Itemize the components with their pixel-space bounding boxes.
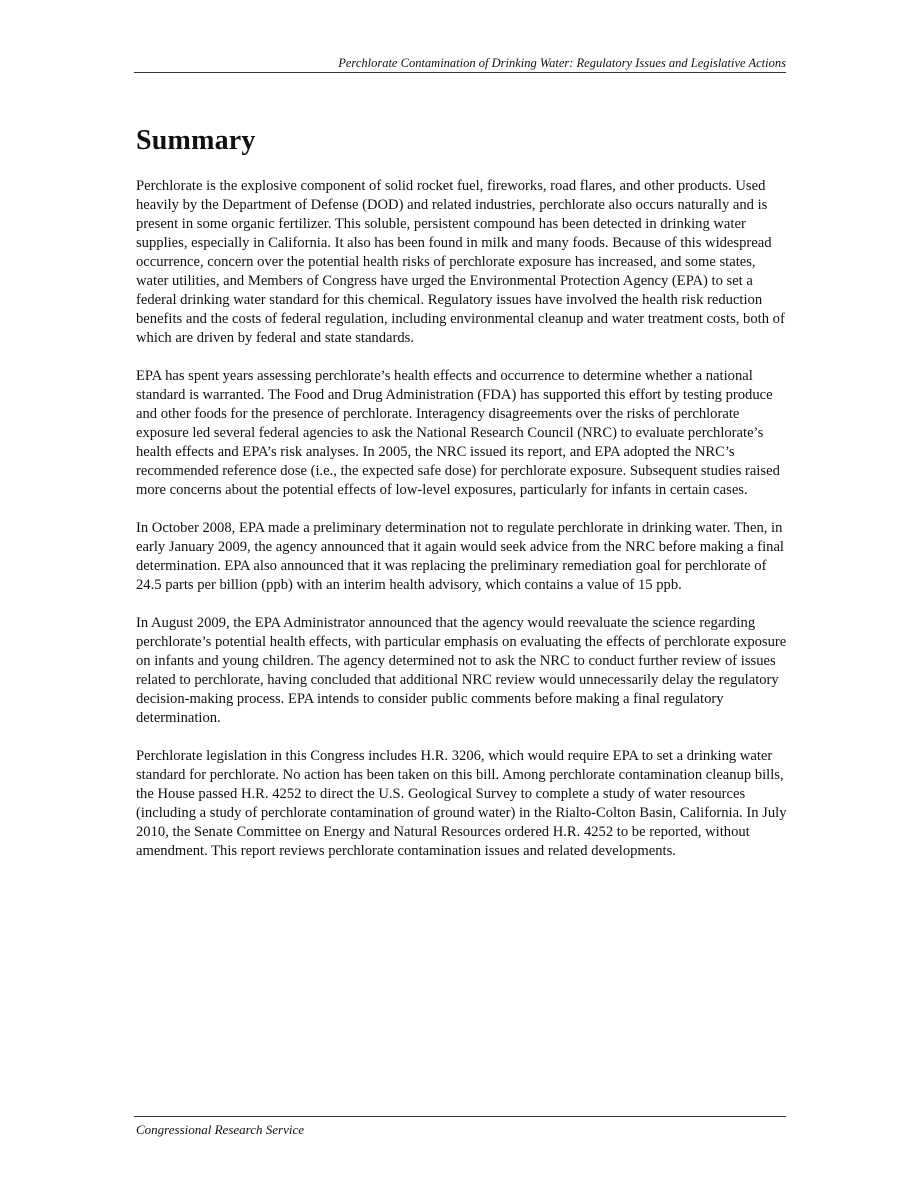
section-heading: Summary: [136, 125, 256, 156]
summary-paragraph-1: Perchlorate is the explosive component of solid rocket fuel, fireworks, road flares, and other products. Used heavily by the Department of Defense (DOD) and related industries, perchlorate also occurs naturally and is present in some organic fertilizer. This soluble, persistent compound has been detected in drinking water supplies, especially in California. It also has been found in milk and many foods. Because of this widespread occurrence, concern over the potential health risks of perchlorate exposure has increased, and some states, water utilities, and Members of Congress have urged the Environmental Protection Agency (EPA) to set a federal drinking water standard for this chemical. Regulatory issues have involved the health risk reduction benefits and the costs of federal regulation, including environmental cleanup and water treatment costs, both of which are driven by federal and state standards.: [136, 178, 785, 346]
summary-paragraph-3: In October 2008, EPA made a preliminary determination not to regulate perchlorate in drinking water. Then, in early January 2009, the agency announced that it again would seek advice from the NRC before making a final determination. EPA also announced that it was replacing the preliminary remediation goal for perchlorate of 24.5 parts per billion (ppb) with an interim health advisory, which contains a value of 15 ppb.: [136, 520, 784, 593]
summary-body: [136, 177, 788, 880]
footer-divider: [134, 1116, 786, 1117]
running-header-title: Perchlorate Contamination of Drinking Water: Regulatory Issues and Legislative Actions: [338, 56, 786, 70]
summary-paragraph-5: Perchlorate legislation in this Congress includes H.R. 3206, which would require EPA to set a drinking water standard for perchlorate. No action has been taken on this bill. Among perchlorate contamination cleanup bills, the House passed H.R. 4252 to direct the U.S. Geological Survey to complete a study of water resources (including a study of perchlorate contamination of ground water) in the Rialto-Colton Basin, California. In July 2010, the Senate Committee on Energy and Natural Resources ordered H.R. 4252 to be reported, without amendment. This report reviews perchlorate contamination issues and related developments.: [136, 748, 787, 859]
footer-source: Congressional Research Service: [136, 1122, 304, 1137]
summary-paragraph-4: In August 2009, the EPA Administrator announced that the agency would reevaluate the science regarding perchlorate’s potential health effects, with particular emphasis on evaluating the effects of perchlorate exposure on infants and young children. The agency determined not to ask the NRC to conduct further review of issues related to perchlorate, having concluded that additional NRC review would unnecessarily delay the regulatory decision-making process. EPA intends to consider public comments before making a final regulatory determination.: [136, 615, 787, 726]
summary-paragraph-2: EPA has spent years assessing perchlorate’s health effects and occurrence to determine whether a national standard is warranted. The Food and Drug Administration (FDA) has supported this effort by testing produce and other foods for the presence of perchlorate. Interagency disagreements over the risks of perchlorate exposure led several federal agencies to ask the National Research Council (NRC) to evaluate perchlorate’s health effects and EPA’s risk analyses. In 2005, the NRC issued its report, and EPA adopted the NRC’s recommended reference dose (i.e., the expected safe dose) for perchlorate exposure. Subsequent studies raised more concerns about the potential effects of low-level exposures, particularly for infants in certain cases.: [136, 368, 780, 498]
header-divider: [134, 72, 786, 73]
